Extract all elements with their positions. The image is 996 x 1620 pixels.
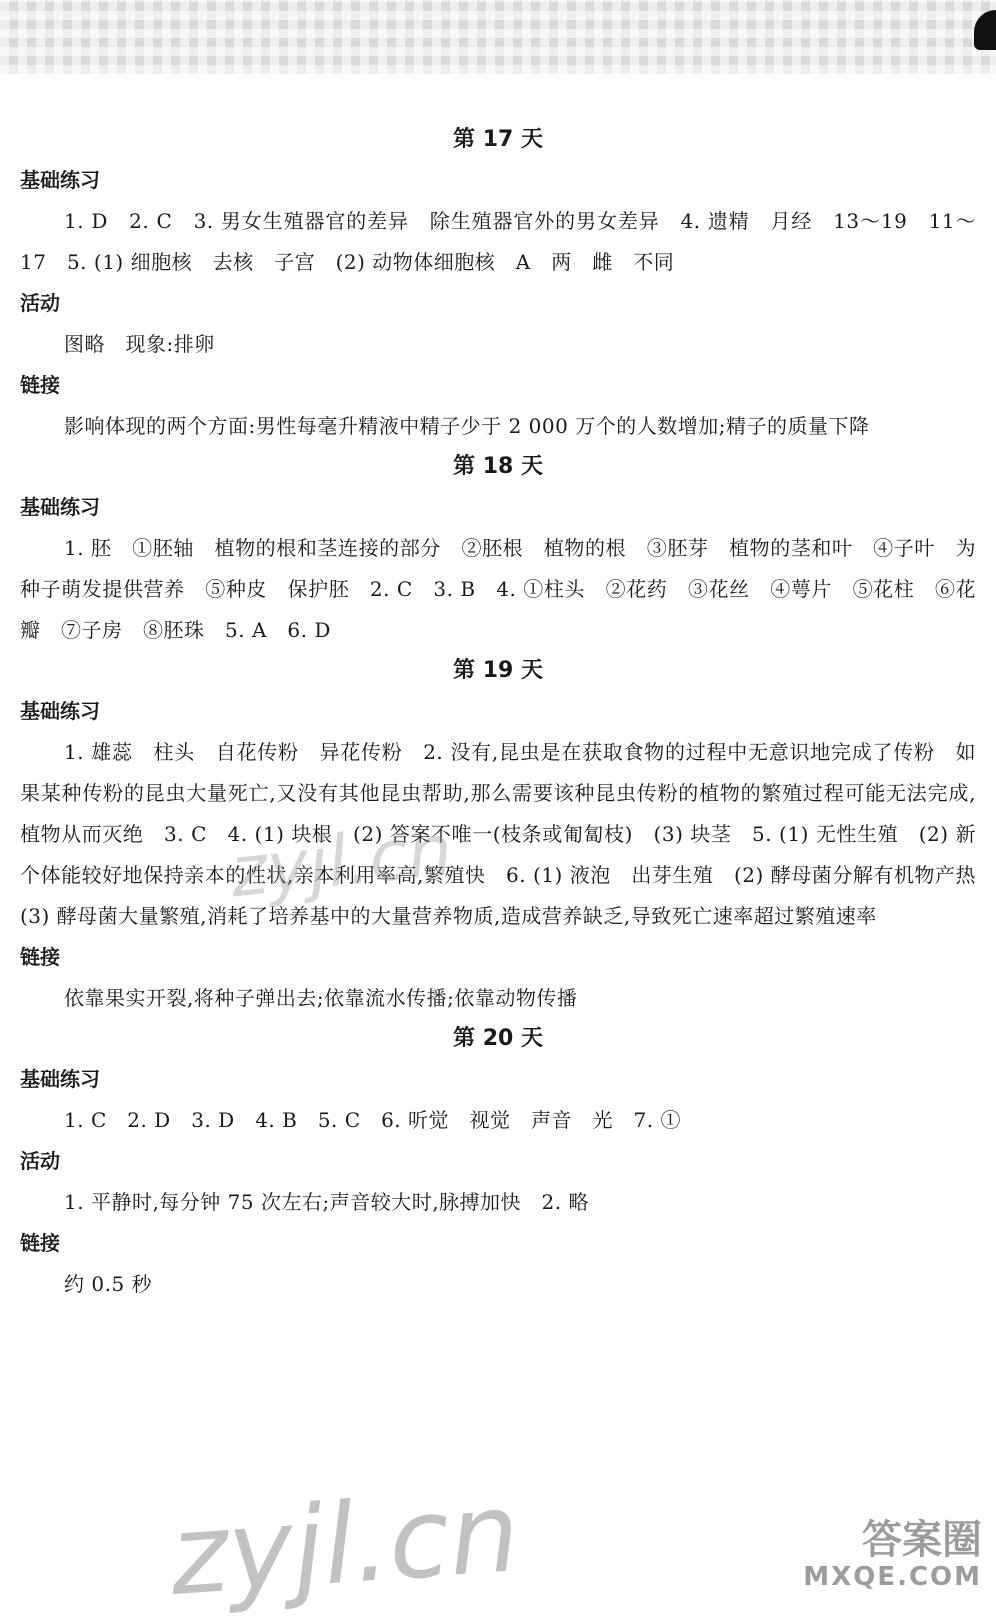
answer-paragraph: 影响体现的两个方面:男性每毫升精液中精子少于 2 000 万个的人数增加;精子的质量下降 <box>64 414 870 438</box>
answer-paragraph: 图略 现象:排卵 <box>64 332 215 356</box>
answer-paragraph: 1. D 2. C 3. 男女生殖器官的差异 除生殖器官外的男女差异 4. 遗精 月经 13～19 11～17 5. (1) 细胞核 去核 子宫 (2) 动物体细胞核 A 两 雌 不同 <box>20 209 976 274</box>
answer-paragraph: 依靠果实开裂,将种子弹出去;依靠流水传播;依靠动物传播 <box>64 986 578 1010</box>
section-label-link: 链接 <box>20 1231 60 1255</box>
answer-paragraph: 约 0.5 秒 <box>64 1272 153 1296</box>
section-label-link: 链接 <box>20 373 60 397</box>
day-title-20: 第 20 天 <box>453 1026 543 1051</box>
answer-paragraph: 1. 雄蕊 柱头 自花传粉 异花传粉 2. 没有,昆虫是在获取食物的过程中无意识地完成了传粉 如果某种传粉的昆虫大量死亡,又没有其他昆虫帮助,那么需要该种昆虫传粉的植物的繁殖过程可能无法完成,植物从而灭绝 3. C 4. (1) 块根 (2) 答案不唯一(枝条或匍匐枝) (3) 块茎 5. (1) 无性生殖 (2) 新个体能较好地保持亲本的性状,亲本利用率高,繁殖快 6. (1) 液泡 出芽生殖 (2) 酵母菌分解有机物产热 (3) 酵母菌大量繁殖,消耗了培养基中的大量营养物质,造成营养缺乏,导致死亡速率超过繁殖速率 <box>20 740 996 928</box>
watermark-mid: zyjl.cn <box>226 808 456 914</box>
watermark-bottom: zyjl.cn <box>165 1467 524 1620</box>
answer-content <box>20 120 996 1305</box>
section-label-basic: 基础练习 <box>20 495 100 519</box>
header-pattern-band <box>0 0 996 74</box>
answer-paragraph: 1. 平静时,每分钟 75 次左右;声音较大时,脉搏加快 2. 略 <box>64 1190 589 1214</box>
section-label-basic: 基础练习 <box>20 168 100 192</box>
answer-paragraph: 1. 胚 ①胚轴 植物的根和茎连接的部分 ②胚根 植物的根 ③胚芽 植物的茎和叶 ④子叶 为种子萌发提供营养 ⑤种皮 保护胚 2. C 3. B 4. ①柱头 ②花药 ③花丝 ④萼片 ⑤花柱 ⑥花瓣 ⑦子房 ⑧胚珠 5. A 6. D <box>20 536 976 642</box>
day-title-17: 第 17 天 <box>453 127 543 152</box>
watermark-logo <box>792 1518 982 1592</box>
answer-paragraph: 1. C 2. D 3. D 4. B 5. C 6. 听觉 视觉 声音 光 7. ① <box>64 1108 681 1132</box>
section-label-basic: 基础练习 <box>20 699 100 723</box>
watermark-logo-url: MXQE.COM <box>803 1562 982 1592</box>
section-label-activity: 活动 <box>20 291 60 315</box>
section-label-activity: 活动 <box>20 1149 60 1173</box>
section-label-basic: 基础练习 <box>20 1067 100 1091</box>
watermark-logo-title: 答案圈 <box>862 1517 982 1563</box>
day-title-19: 第 19 天 <box>453 658 543 683</box>
section-label-link: 链接 <box>20 945 60 969</box>
day-title-18: 第 18 天 <box>453 454 543 479</box>
